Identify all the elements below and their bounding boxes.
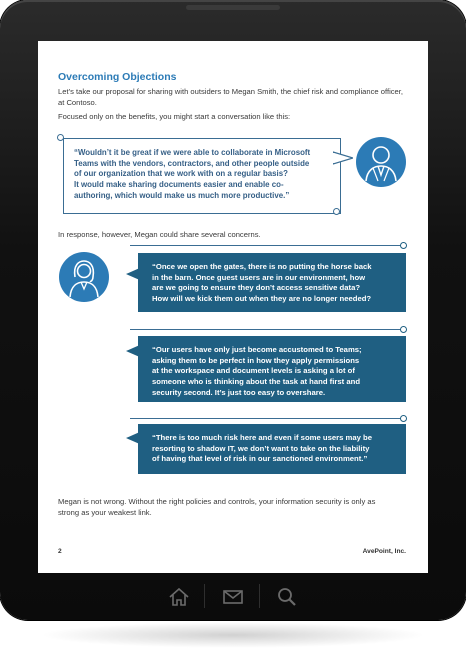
footer-brand: AvePoint, Inc. [362,548,406,555]
concern-corner-dot [400,415,407,422]
concern-connector-line [130,329,404,330]
quote-corner-dot [57,134,64,141]
intro-paragraph: Let’s take our proposal for sharing with outsiders to Megan Smith, the chief risk and compliance officer, at Contoso. [58,87,403,107]
nav-divider [259,584,260,608]
tablet-nav-bar [0,576,466,616]
concern-text: “Our users have only just become accustomed to Teams; asking them to be perfect in how they apply permissions at the workspace and document levels is asking a lot of someone who is thinking about the task at hand first and security second. It’s just too easy to overshare. [152,345,362,397]
mail-icon[interactable] [220,584,246,610]
concern-bubble [138,336,406,402]
document-page [38,41,428,573]
concern-connector-line [130,418,404,419]
concern-corner-dot [400,326,407,333]
quote-tail [333,151,353,165]
lead-in-paragraph: Focused only on the benefits, you might start a conversation like this: [58,112,291,121]
quote-corner-dot [333,208,340,215]
search-icon[interactable] [274,584,300,610]
concern-bubble [138,424,406,474]
page-number: 2 [58,548,62,555]
man-avatar-icon [356,137,406,187]
tablet-shadow [40,622,426,648]
quote-text: “Wouldn’t it be great if we were able to collaborate in Microsoft Teams with the vendors, contractors, and other people outside of our organization that we work with on a regular basis? It would make sharing documents easier and enable co- authoring, which would make us much more productive.” [74,148,311,200]
page-heading: Overcoming Objections [58,71,177,83]
response-paragraph: In response, however, Megan could share several concerns. [58,230,261,239]
quote-box [63,138,341,214]
tablet-top-slot [186,5,280,10]
closing-paragraph: Megan is not wrong. Without the right policies and controls, your information security is only as strong as your weakest link. [58,497,376,517]
concern-connector-line [130,245,404,246]
nav-divider [204,584,205,608]
woman-avatar-icon [59,252,109,302]
concern-bubble [138,253,406,312]
concern-text: “Once we open the gates, there is no putting the horse back in the barn. Once guest users are in our environment, how are we going to ensure they don’t access sensitive data? How will we kick them out when they are no longer needed? [152,262,372,304]
concern-text: “There is too much risk here and even if some users may be resorting to shadow IT, we don’t want to take on the liability of having that level of risk in our sanctioned environment.” [152,433,373,464]
concern-corner-dot [400,242,407,249]
home-icon[interactable] [166,584,192,610]
